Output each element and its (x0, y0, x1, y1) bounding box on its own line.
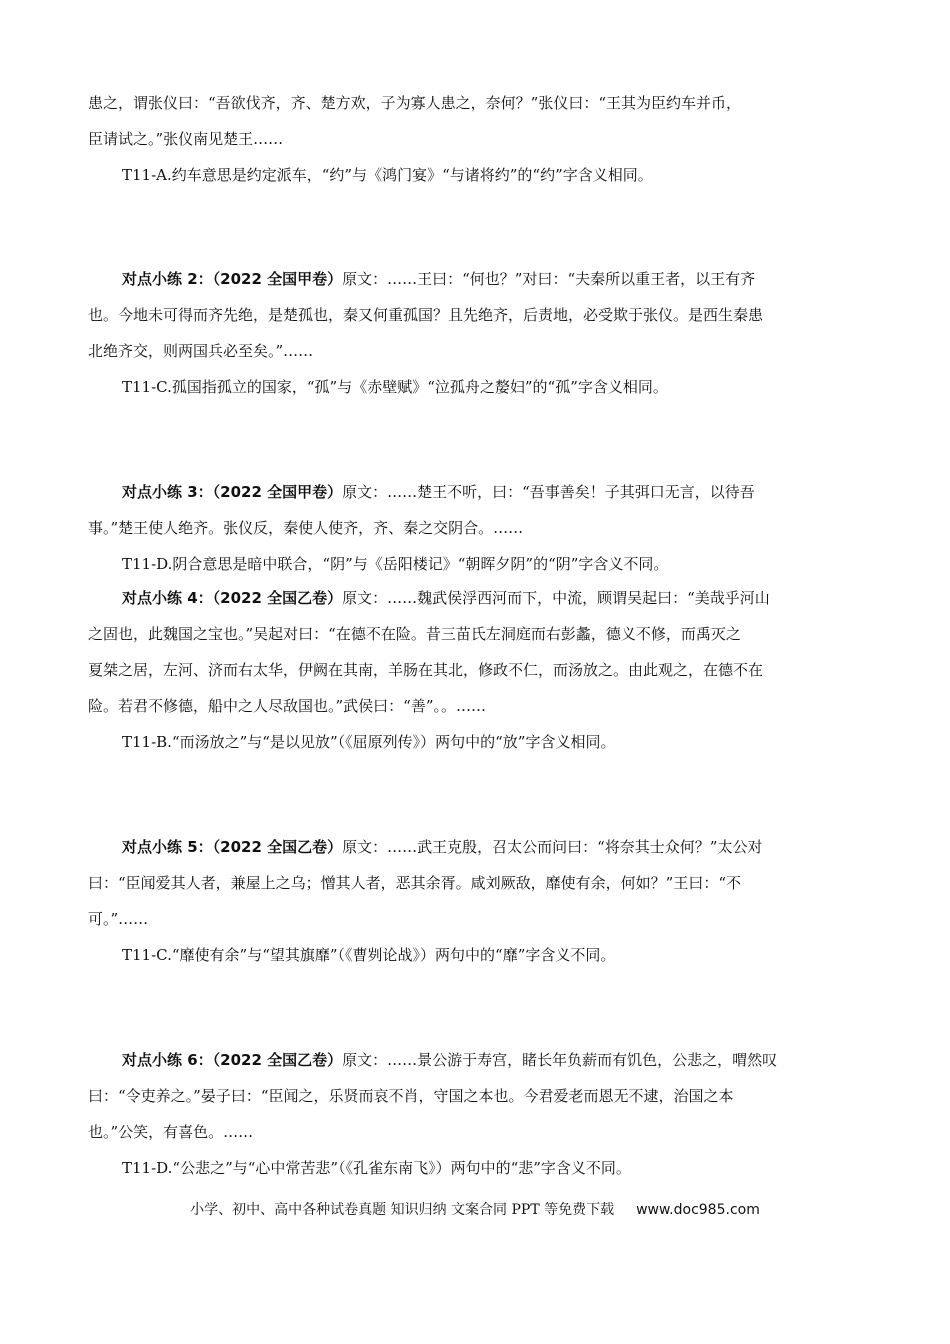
footer-text: 小学、初中、高中各种试卷真题 知识归纳 文案合同 PPT 等免费下载 (190, 1202, 615, 1218)
exercise-5-text: 原文：……武王克殷，召太公而问曰：“将奈其士众何？”太公对 (342, 838, 763, 856)
exercise-3-first-line (122, 482, 863, 502)
page-footer (0, 1200, 950, 1220)
exercise-5-line-3: 可。”…… (88, 910, 149, 928)
intro-line-1: 患之，谓张仪曰：“吾欲伐齐，齐、楚方欢，子为寡人患之，奈何？”张仪曰：“王其为臣约车并币， (88, 94, 742, 112)
exercise-2-answer: T11-C.孤国指孤立的国家，“孤”与《赤壁赋》“泣孤舟之嫠妇”的“孤”字含义相同。 (122, 378, 668, 396)
exercise-2-label: 对点小练 2：（2022 全国甲卷） (122, 270, 343, 288)
exercise-6-text: 原文：……景公游于寿宫，睹长年负薪而有饥色，公悲之，喟然叹 (342, 1051, 778, 1069)
exercise-5-label: 对点小练 5：（2022 全国乙卷） (122, 838, 343, 856)
exercise-4-first-line (122, 588, 863, 608)
exercise-4-answer: T11-B.“而汤放之”与“是以见放”（《屈原列传》）两句中的“放”字含义相同。 (122, 733, 616, 751)
exercise-3-text: 原文：……楚王不听，曰：“吾事善矣！子其弭口无言，以待吾 (342, 483, 755, 501)
exercise-4-line-2: 之固也，此魏国之宝也。”吴起对曰：“在德不在险。昔三苗氏左洞庭而右彭蠡，德义不修，而禹灭之 (88, 625, 741, 643)
intro-answer: T11-A.约车意思是约定派车，“约”与《鸿门宴》“与诸将约”的“约”字含义相同。 (122, 166, 653, 184)
exercise-6-label: 对点小练 6：（2022 全国乙卷） (122, 1051, 343, 1069)
exercise-4-label: 对点小练 4：（2022 全国乙卷） (122, 589, 343, 607)
exercise-6-first-line (122, 1050, 863, 1070)
exercise-5-first-line (122, 837, 863, 857)
exercise-3-line-2: 事。”楚王使人绝齐。张仪反，秦使人使齐，齐、秦之交阴合。…… (88, 519, 524, 537)
exercise-4-line-4: 险。若君不修德，船中之人尽敌国也。”武侯曰：“善”。。…… (88, 697, 487, 715)
exercise-4-line-3: 夏桀之居，左河、济而右太华，伊阙在其南，羊肠在其北，修政不仁，而汤放之。由此观之，在德不在 (88, 661, 764, 679)
exercise-3-answer: T11-D.阴合意思是暗中联合，“阴”与《岳阳楼记》“朝晖夕阴”的“阴”字含义不同。 (122, 555, 669, 573)
exercise-2-line-2: 也。今地未可得而齐先绝，是楚孤也，秦又何重孤国？且先绝齐，后责地，必受欺于张仪。是西生秦患 (88, 306, 764, 324)
footer-url-link[interactable]: www.doc985.com (636, 1202, 760, 1218)
exercise-4-text: 原文：……魏武侯浮西河而下，中流，顾谓吴起曰：“美哉乎河山 (342, 589, 770, 607)
exercise-2-line-3: 北绝齐交，则两国兵必至矣。”…… (88, 342, 314, 360)
exercise-3-label: 对点小练 3：（2022 全国甲卷） (122, 483, 343, 501)
exercise-5-line-2: 曰：“臣闻爱其人者，兼屋上之乌；憎其人者，恶其余胥。咸刘厥敌，靡使有余，何如？”王曰：“不 (88, 874, 742, 892)
exercise-2-first-line (122, 269, 863, 289)
exercise-5-answer: T11-C.“靡使有余”与“望其旗靡”（《曹刿论战》）两句中的“靡”字含义不同。 (122, 946, 616, 964)
exercise-6-line-2: 曰：“令吏养之。”晏子曰：“臣闻之，乐贤而哀不肖，守国之本也。今君爱老而恩无不逮，治国之本 (88, 1087, 734, 1105)
intro-line-2: 臣请试之。”张仪南见楚王…… (88, 130, 284, 148)
exercise-6-answer: T11-D.“公悲之”与“心中常苦悲”（《孔雀东南飞》）两句中的“悲”字含义不同。 (122, 1159, 631, 1177)
exercise-6-line-3: 也。”公笑，有喜色。…… (88, 1123, 254, 1141)
exercise-2-text: 原文：……王曰：“何也？”对曰：“夫秦所以重王者，以王有齐 (342, 270, 756, 288)
